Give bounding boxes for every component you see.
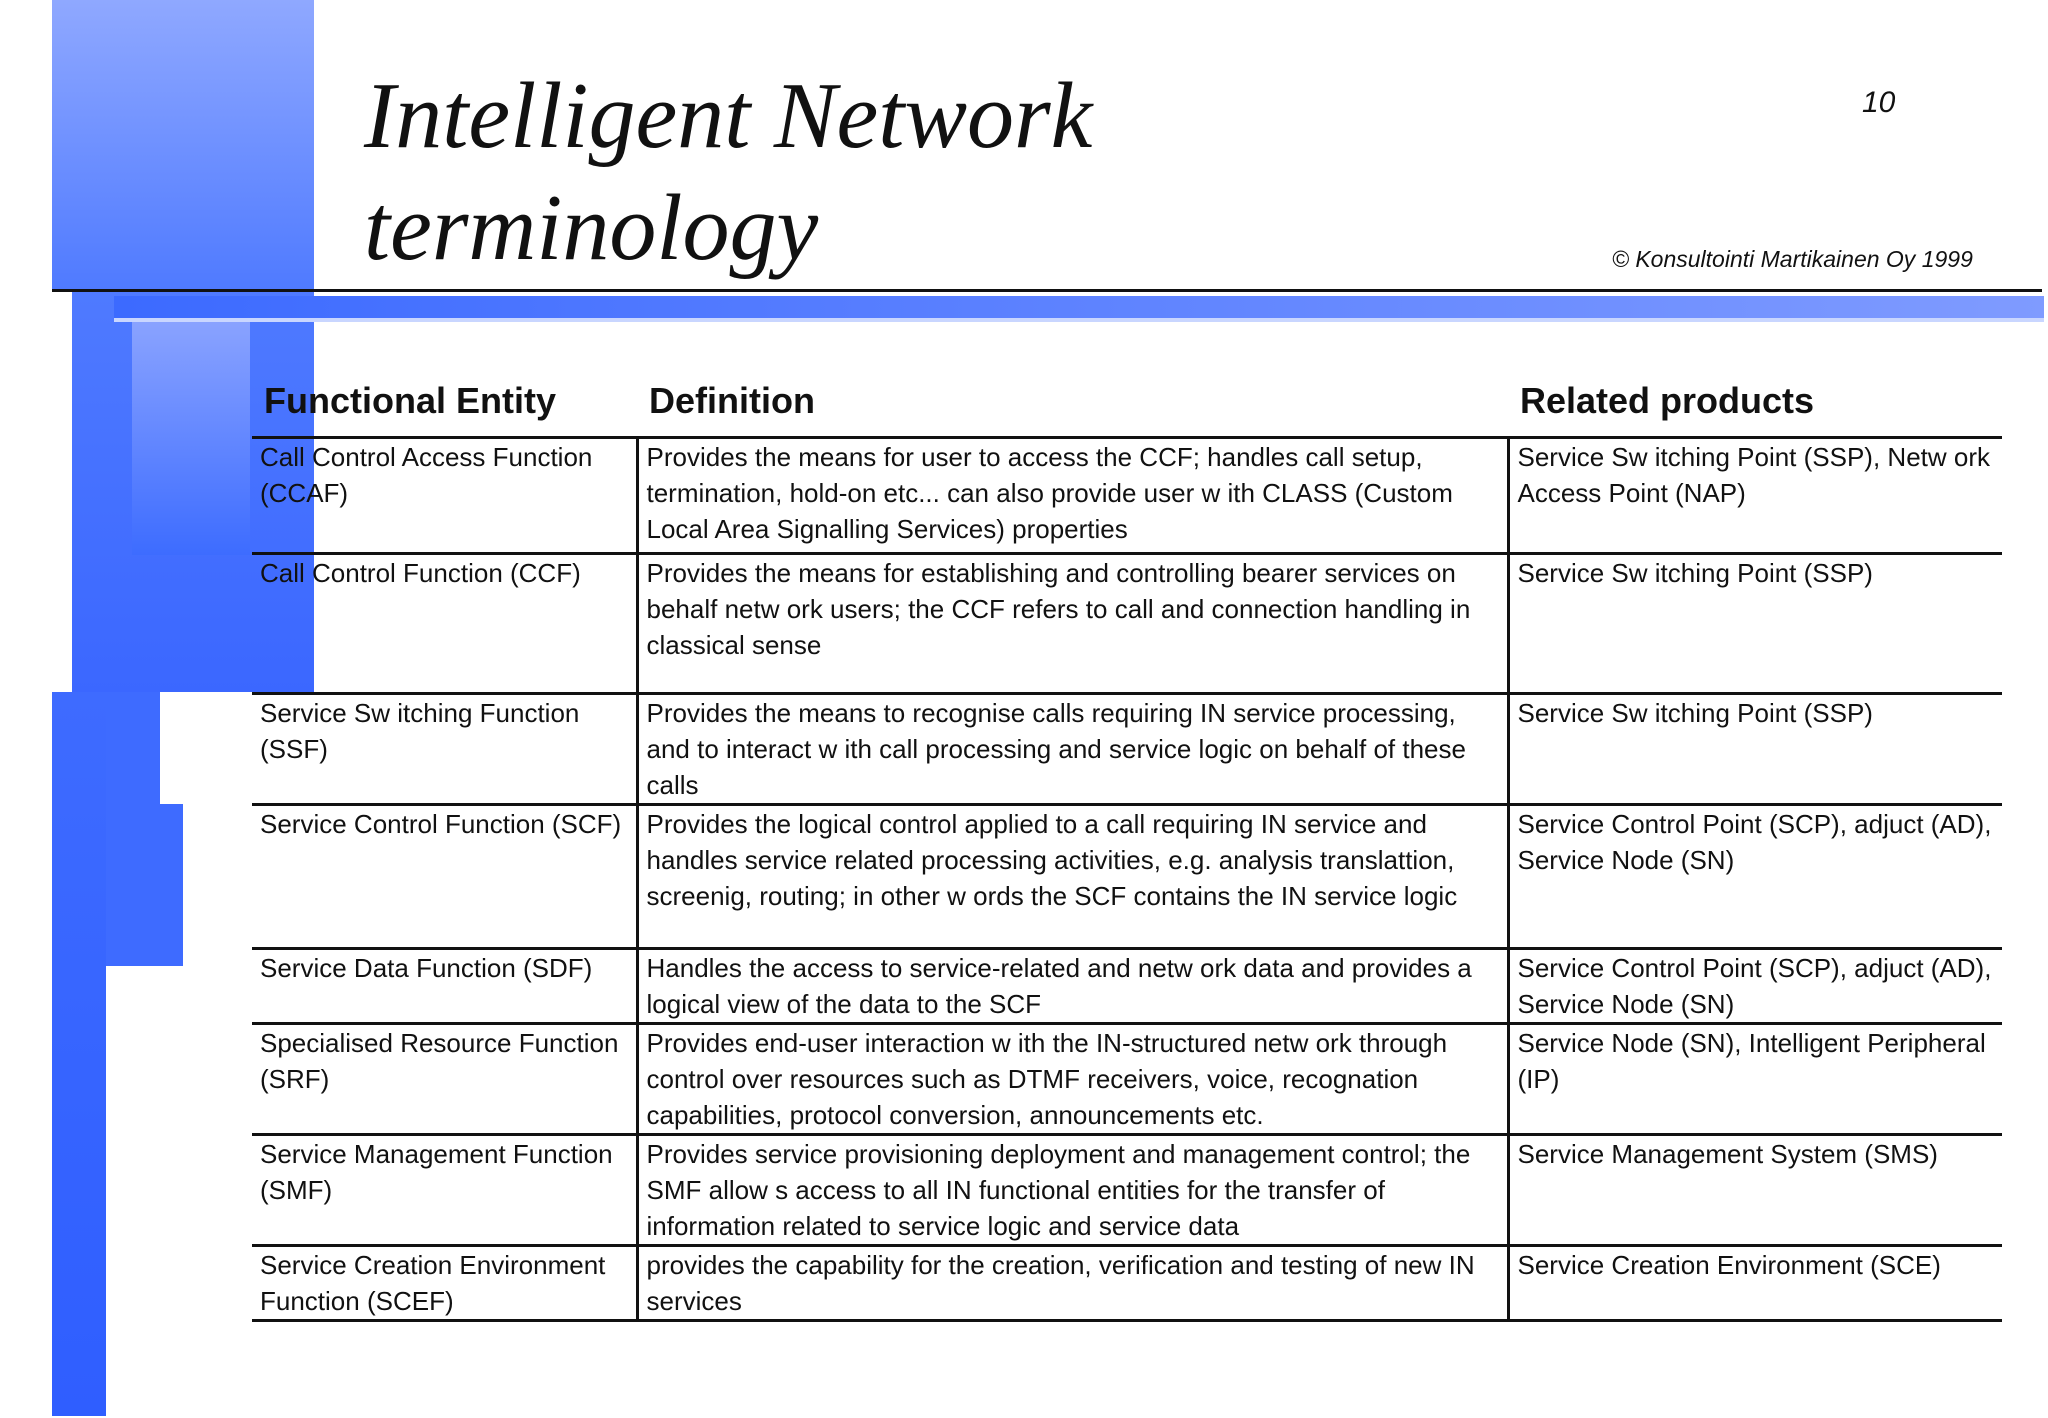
header-accent-bar xyxy=(114,296,2044,318)
column-header-definition: Definition xyxy=(637,372,1508,438)
table-row xyxy=(252,1135,2002,1246)
decor-block-step-lower xyxy=(97,804,183,966)
definition-cell: Provides end-user interaction w ith the IN-structured netw ork through control over resources such as DTMF receivers, voice, recognation capabilities, protocol conversion, announcements etc. xyxy=(637,1024,1508,1135)
table-row xyxy=(252,949,2002,1024)
entity-cell: Service Sw itching Function (SSF) xyxy=(252,694,637,805)
products-cell: Service Control Point (SCP), adjuct (AD), Service Node (SN) xyxy=(1508,949,2002,1024)
entity-cell: Service Creation Environment Function (SCEF) xyxy=(252,1246,637,1321)
decor-block-inner xyxy=(132,320,250,555)
page-number: 10 xyxy=(1862,86,1896,119)
entity-cell: Call Control Function (CCF) xyxy=(252,554,637,694)
table-header-row xyxy=(252,372,2002,438)
entity-cell: Specialised Resource Function (SRF) xyxy=(252,1024,637,1135)
products-cell: Service Sw itching Point (SSP), Netw ork Access Point (NAP) xyxy=(1508,438,2002,554)
entity-cell: Service Control Function (SCF) xyxy=(252,805,637,949)
definition-cell: Handles the access to service-related and netw ork data and provides a logical view of the data to the SCF xyxy=(637,949,1508,1024)
decor-left-strip xyxy=(52,692,106,1416)
entity-cell: Service Data Function (SDF) xyxy=(252,949,637,1024)
entity-cell: Call Control Access Function (CCAF) xyxy=(252,438,637,554)
table-row xyxy=(252,438,2002,554)
slide-title-line-2: terminology xyxy=(364,176,819,280)
copyright-notice: © Konsultointi Martikainen Oy 1999 xyxy=(1612,246,1973,272)
definition-cell: Provides service provisioning deployment and management control; the SMF allow s access to all IN functional entities for the transfer of information related to service logic and service data xyxy=(637,1135,1508,1246)
column-header-products: Related products xyxy=(1508,372,2002,438)
table-row xyxy=(252,1246,2002,1321)
header-rule xyxy=(52,289,2042,292)
table-row xyxy=(252,805,2002,949)
decor-block-top xyxy=(52,0,314,290)
products-cell: Service Control Point (SCP), adjuct (AD), Service Node (SN) xyxy=(1508,805,2002,949)
entity-cell: Service Management Function (SMF) xyxy=(252,1135,637,1246)
table-row xyxy=(252,1024,2002,1135)
header-accent-bar-shadow xyxy=(114,318,2044,322)
definition-cell: Provides the means for establishing and controlling bearer services on behalf netw ork users; the CCF refers to call and connection handling in classical sense xyxy=(637,554,1508,694)
table-row xyxy=(252,554,2002,694)
products-cell: Service Creation Environment (SCE) xyxy=(1508,1246,2002,1321)
terminology-table xyxy=(252,372,2002,1322)
products-cell: Service Sw itching Point (SSP) xyxy=(1508,694,2002,805)
slide-title xyxy=(364,60,1092,284)
column-header-entity: Functional Entity xyxy=(252,372,637,438)
table-row xyxy=(252,694,2002,805)
products-cell: Service Management System (SMS) xyxy=(1508,1135,2002,1246)
definition-cell: Provides the means to recognise calls requiring IN service processing, and to interact w ith call processing and service logic on behalf of these calls xyxy=(637,694,1508,805)
products-cell: Service Sw itching Point (SSP) xyxy=(1508,554,2002,694)
products-cell: Service Node (SN), Intelligent Peripheral (IP) xyxy=(1508,1024,2002,1135)
slide-title-line-1: Intelligent Network xyxy=(364,64,1093,168)
definition-cell: Provides the means for user to access the CCF; handles call setup, termination, hold-on etc... can also provide user w ith CLASS (Custom Local Area Signalling Services) properties xyxy=(637,438,1508,554)
definition-cell: provides the capability for the creation, verification and testing of new IN services xyxy=(637,1246,1508,1321)
definition-cell: Provides the logical control applied to a call requiring IN service and handles service related processing activities, e.g. analysis translattion, screenig, routing; in other w ords the SCF contains the IN service logic xyxy=(637,805,1508,949)
